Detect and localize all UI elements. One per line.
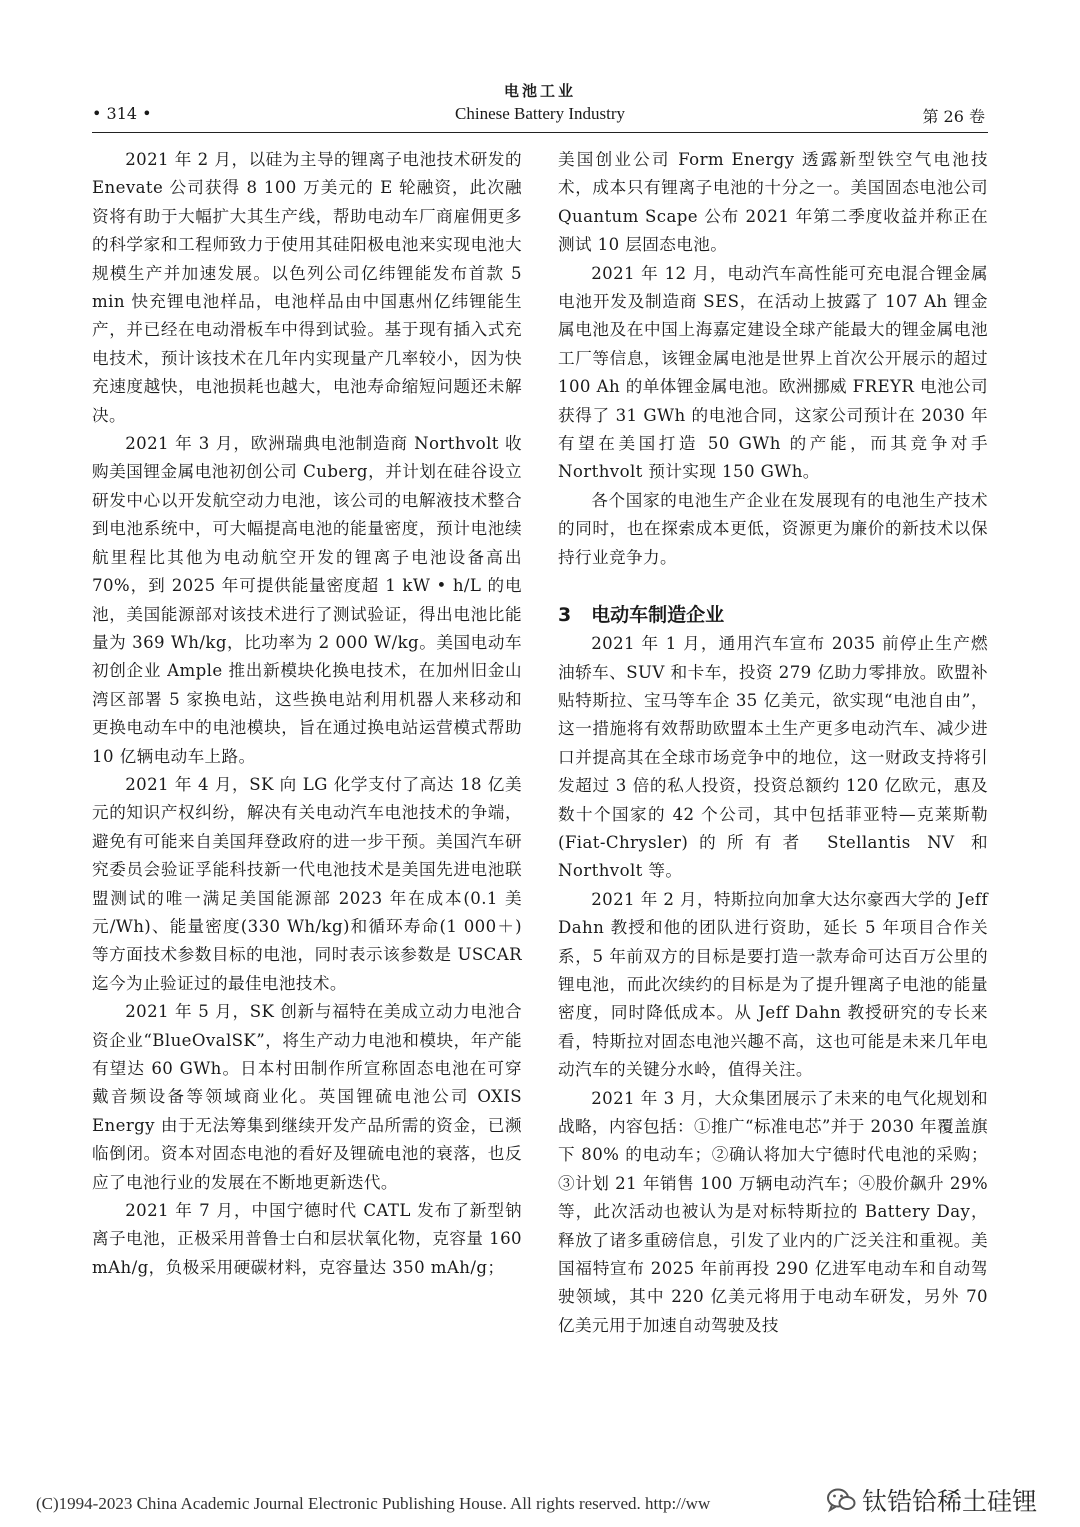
journal-title-en: Chinese Battery Industry xyxy=(455,104,625,123)
watermark-text: 钛锆铪稀土硅锂 xyxy=(862,1487,1038,1516)
paragraph: 各个国家的电池生产企业在发展现有的电池生产技术的同时，也在探索成本更低，资源更为廉价的新技术以保持行业竞争力。 xyxy=(558,490,988,567)
section-title: 电动车制造企业 xyxy=(591,604,725,627)
paragraph: 2021 年 2 月，特斯拉向加拿大达尔豪西大学的 Jeff Dahn 教授和他的团队进行资助，延长 5 年项目合作关系，5 年前双方的目标是要打造一款寿命可达百万公里的锂电池，而此次续约的目标是为了提升锂离子电池的能量密度，同时降低成本。从 Jeff Dahn 教授研究的专长来看，特斯拉对固态电池兴趣不高，这也可能是未来几年电动汽车的关键分水岭，值得关注。 xyxy=(558,889,988,1080)
left-column xyxy=(92,146,522,1282)
paragraph: 2021 年 3 月，欧洲瑞典电池制造商 Northvolt 收购美国锂金属电池初创公司 Cuberg，并计划在硅谷设立研发中心以开发航空动力电池，该公司的电解液技术整合到电池系统中，可大幅提高电池的能量密度，预计电池续航里程比其他为电动航空开发的锂离子电池设备高出 70%，到 2025 年可提供能量密度超 1 kW • h/L 的电池，美国能源部对该技术进行了测试验证，得出电池比能量为 369 Wh/kg，比功率为 2 000 W/kg。美国电动车初创企业 Ample 推出新模块化换电技术，在加州旧金山湾区部署 5 家换电站，这些换电站利用机器人来移动和更换电动车中的电池模块，旨在通过换电站运营模式帮助 10 亿辆电动车上路。 xyxy=(92,434,522,766)
volume-label: 第 26 卷 xyxy=(922,107,985,126)
watermark xyxy=(822,1480,1041,1520)
paragraph: 2021 年 7 月，中国宁德时代 CATL 发布了新型钠离子电池，正极采用普鲁士白和层状氧化物，克容量 160 mAh/g，负极采用硬碳材料，克容量达 350 mAh/g； xyxy=(92,1201,522,1277)
section-heading xyxy=(558,600,988,630)
header-rule xyxy=(92,132,988,133)
right-column xyxy=(558,146,988,1340)
section-number: 3 xyxy=(558,604,572,627)
paragraph-continuation: 美国创业公司 Form Energy 透露新型铁空气电池技术，成本只有锂离子电池的十分之一。美国固态电池公司 Quantum Scape 公布 2021 年第二季度收益并称正在测试 10 层固态电池。 xyxy=(558,150,988,255)
copyright-footer: (C)1994-2023 China Academic Journal Electronic Publishing House. All rights reserved. http://ww xyxy=(36,1494,711,1513)
paragraph: 2021 年 1 月，通用汽车宣布 2035 前停止生产燃油轿车、SUV 和卡车，投资 279 亿助力零排放。欧盟补贴特斯拉、宝马等车企 35 亿美元，欲实现“电池自由”，这一措施将有效帮助欧盟本土生产更多电动汽车、减少进口并提高其在全球市场竞争中的地位，这一财政支持将引发超过 3 倍的私人投资，投资总额约 120 亿欧元，惠及数十个国家的 42 个公司，其中包括菲亚特—克莱斯勒(Fiat-Chrysler)的所有者 Stellantis NV 和 Northvolt 等。 xyxy=(558,634,988,881)
wechat-icon xyxy=(826,1487,856,1513)
page-number: • 314 • xyxy=(92,104,152,123)
paragraph: 2021 年 5 月，SK 创新与福特在美成立动力电池合资企业“BlueOvalSK”，将生产动力电池和模块，年产能有望达 60 GWh。日本村田制作所宣称固态电池在可穿戴音频设备等领域商业化。英国锂硫电池公司 OXIS Energy 由于无法筹集到继续开发产品所需的资金，已濒临倒闭。资本对固态电池的看好及锂硫电池的衰落，也反应了电池行业的发展在不断地更新迭代。 xyxy=(92,1002,522,1192)
paragraph: 2021 年 12 月，电动汽车高性能可充电混合锂金属电池开发及制造商 SES，在活动上披露了 107 Ah 锂金属电池及在中国上海嘉定建设全球产能最大的锂金属电池工厂等信息，该锂金属电池是世界上首次公开展示的超过 100 Ah 的单体锂金属电池。欧洲挪威 FREYR 电池公司获得了 31 GWh 的电池合同，这家公司预计在 2030 年有望在美国打造 50 GWh 的产能，而其竞争对手 Northvolt 预计实现 150 GWh。 xyxy=(558,263,988,482)
journal-title-cn: 电池工业 xyxy=(503,82,576,100)
paragraph: 2021 年 2 月，以硅为主导的锂离子电池技术研发的 Enevate 公司获得 8 100 万美元的 E 轮融资，此次融资将有助于大幅扩大其生产线，帮助电动车厂商雇佣更多的科学家和工程师致力于使用其硅阳极电池来实现电池大规模生产并加速发展。以色列公司亿纬锂能发布首款 5 min 快充锂电池样品，电池样品由中国惠州亿纬锂能生产，并已经在电动滑板车中得到试验。基于现有插入式充电技术，预计该技术在几年内实现量产几率较小，因为快充速度越快，电池损耗也越大，电池寿命缩短问题还未解决。 xyxy=(92,150,522,425)
paragraph: 2021 年 3 月，大众集团展示了未来的电气化规划和战略，内容包括：①推广“标准电芯”并于 2030 年覆盖旗下 80% 的电动车；②确认将加大宁德时代电池的采购；③计划 21 年销售 100 万辆电动汽车；④股价飙升 29% 等，此次活动也被认为是对标特斯拉的 Battery Day，释放了诸多重磅信息，引发了业内的广泛关注和重视。美国福特宣布 2025 年前再投 290 亿进军电动车和自动驾驶领域，其中 220 亿美元将用于电动车研发，另外 70 亿美元用于加速自动驾驶及技 xyxy=(558,1088,988,1335)
paragraph: 2021 年 4 月，SK 向 LG 化学支付了高达 18 亿美元的知识产权纠纷，解决有关电动汽车电池技术的争端，避免有可能来自美国拜登政府的进一步干预。美国汽车研究委员会验证孚能科技新一代电池技术是美国先进电池联盟测试的唯一满足美国能源部 2023 年在成本(0.1 美元/Wh)、能量密度(330 Wh/kg)和循环寿命(1 000＋)等方面技术参数目标的电池，同时表示该参数是 USCAR 迄今为止验证过的最佳电池技术。 xyxy=(92,774,522,993)
